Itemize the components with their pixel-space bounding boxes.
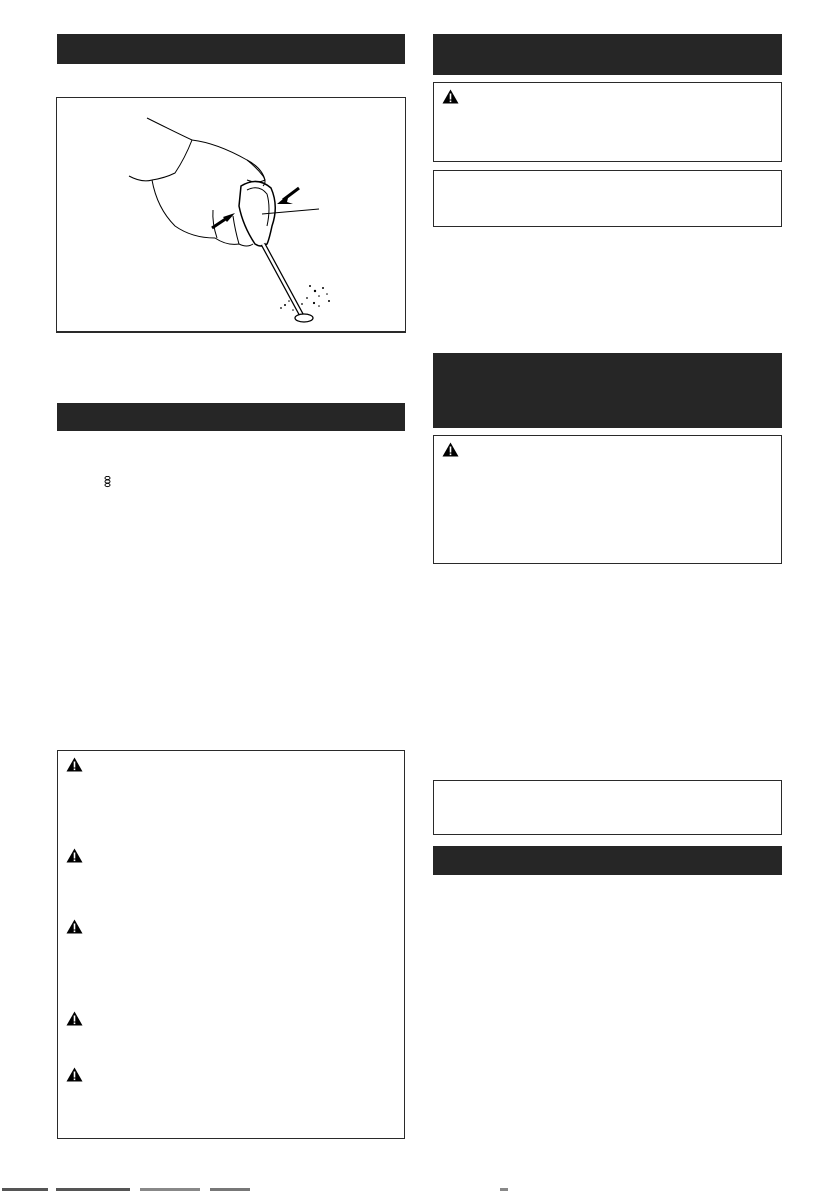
warning-triangle-icon	[66, 919, 83, 934]
left-section-header-2	[57, 403, 405, 431]
note-box-right-1	[433, 170, 782, 227]
right-section-header-2	[433, 353, 782, 428]
note-box-right-2	[433, 780, 782, 835]
warning-triangle-icon	[442, 442, 459, 457]
spring-icon	[104, 476, 111, 488]
figure-frame	[56, 97, 406, 333]
warnings-box-left	[57, 750, 405, 1139]
footer-strip	[0, 1187, 520, 1192]
warning-triangle-icon	[442, 89, 459, 104]
left-section-header-1	[57, 34, 405, 64]
warning-box-right-2	[433, 435, 782, 564]
warning-triangle-icon	[66, 1067, 83, 1082]
warning-triangle-icon	[66, 848, 83, 863]
warning-box-right-1	[433, 82, 782, 162]
right-section-header-1	[433, 34, 782, 75]
warning-triangle-icon	[66, 757, 83, 772]
right-section-header-3	[433, 846, 782, 875]
warning-triangle-icon	[66, 1011, 83, 1026]
hand-blower-figure	[57, 98, 405, 332]
